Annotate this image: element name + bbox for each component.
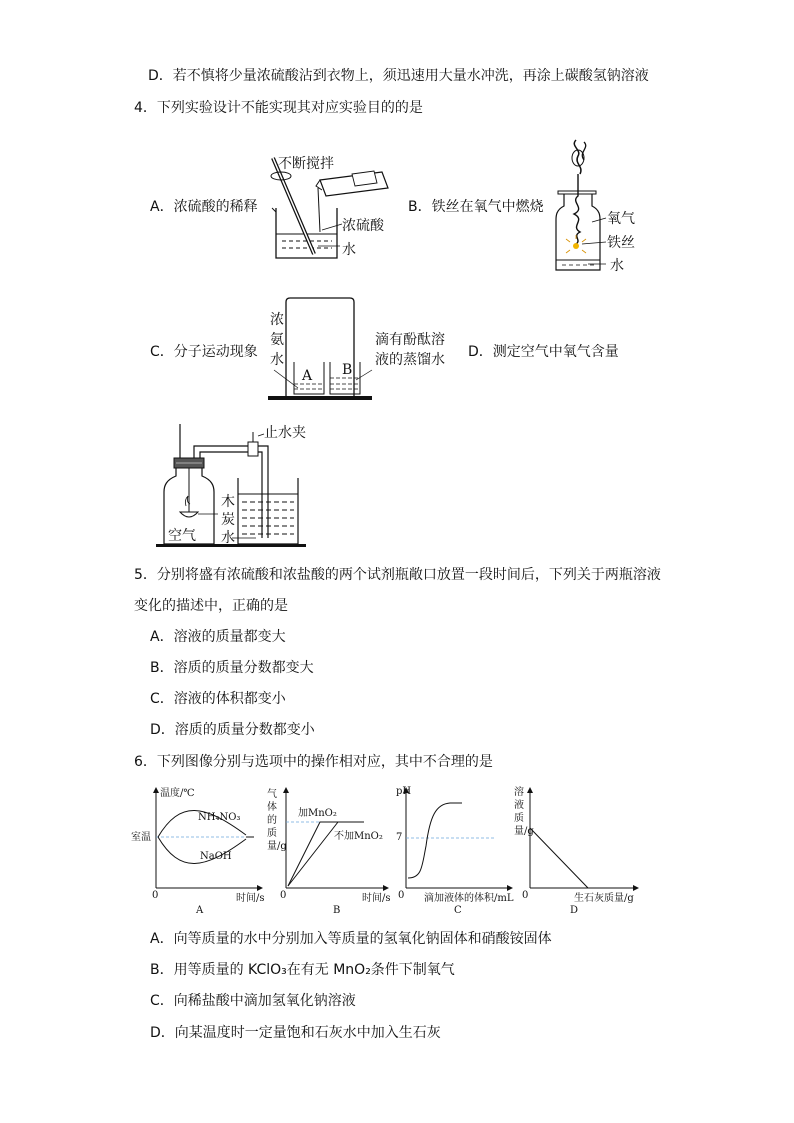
label-iron-wire: 铁丝 [607,235,635,251]
q6-option-d: D．向某温度时一定量饱和石灰水中加入生石灰 [150,1025,441,1041]
chart-b-ylabel: 气体的质量/g [267,789,287,852]
chart-a-series-nh4no3-label: NH₄NO₃ [198,812,241,823]
chart-d-caption: D [570,905,579,916]
q6-option-a: A．向等质量的水中分别加入等质量的氢氧化钠固体和硝酸铵固体 [150,931,552,947]
chart-c-origin: 0 [398,890,405,901]
chart-a-ylabel: 温度/℃ [160,788,195,799]
chart-b-caption: B [333,905,341,916]
chart-a-series-naoh-label: NaOH [200,851,232,862]
label-stir: 不断搅拌 [278,156,334,172]
chart-c-series [408,803,462,878]
label-charcoal-1: 木 [221,494,235,510]
q4-option-c: C．分子运动现象 [150,344,258,360]
q3-option-d: D．若不慎将少量浓硫酸沾到衣物上，须迅速用大量水冲洗，再涂上碳酸氢钠溶液 [148,68,649,84]
chart-b-series-without-mno2 [288,822,338,886]
q5-stem-line1: 5．分别将盛有浓硫酸和浓盐酸的两个试剂瓶敞口放置一段时间后，下列关于两瓶溶液 [134,567,661,583]
chart-c-caption: C [454,905,462,916]
label-air: 空气 [168,528,196,544]
chart-d-ylabel: 溶液质量/g [514,787,534,837]
q5-option-c: C．溶液的体积都变小 [150,691,286,707]
chart-b-origin: 0 [280,890,287,901]
q4-stem: 4．下列实验设计不能实现其对应实验目的的是 [134,100,423,116]
q4-option-d: D．测定空气中氧气含量 [468,344,619,360]
chart-b-series-with-mno2-label: 加MnO₂ [298,808,337,819]
chart-a-origin: 0 [152,890,159,901]
label-beaker-a: A [302,368,313,384]
label-phenol-1: 滴有酚酞溶 [375,332,445,348]
q5-option-d: D．溶质的质量分数都变小 [150,722,315,738]
label-charcoal-2: 炭 [221,512,235,528]
chart-c-ylabel: pH [396,786,412,797]
q5-option-a: A．溶液的质量都变大 [150,629,286,645]
chart-b-series-without-mno2-label: 不加MnO₂ [334,831,383,842]
chart-d-series [530,828,588,888]
q5-option-b: B．溶质的质量分数都变大 [150,660,314,676]
label-ammonia-1: 浓 [270,312,284,328]
q6-stem: 6．下列图像分别与选项中的操作相对应，其中不合理的是 [134,754,493,770]
label-water-a: 水 [342,242,356,258]
chart-d-solution-mass [524,786,642,898]
chart-c-xlabel: 滴加液体的体积/mL [424,893,514,904]
label-beaker-b: B [342,362,353,378]
label-water-b: 水 [610,258,624,274]
chart-a-ref-label: 室温 [131,832,151,843]
label-water-d: 水 [221,530,235,546]
label-ammonia-2: 氨 [270,332,284,348]
chart-d-xlabel: 生石灰质量/g [574,893,634,904]
chart-a-xlabel: 时间/s [236,893,265,904]
label-oxygen: 氧气 [607,211,635,227]
figure-iron-burning [548,136,608,276]
label-clamp: 止水夹 [264,425,306,441]
q4-option-a: A．浓硫酸的稀释 [150,199,258,215]
label-phenol-2: 液的蒸馏水 [375,352,445,368]
label-ammonia-3: 水 [270,352,284,368]
q6-option-b: B．用等质量的 KClO₃在有无 MnO₂条件下制氧气 [150,962,455,978]
label-conc-acid: 浓硫酸 [342,218,384,234]
chart-d-origin: 0 [522,890,529,901]
chart-a-caption: A [196,905,204,916]
chart-c-ph [400,786,516,898]
chart-c-ref-label: 7 [396,832,403,843]
q6-option-c: C．向稀盐酸中滴加氢氧化钠溶液 [150,993,356,1009]
chart-a-temperature [150,786,270,898]
chart-b-xlabel: 时间/s [362,893,391,904]
q4-option-b: B．铁丝在氧气中燃烧 [408,199,544,215]
q5-stem-line2: 变化的描述中，正确的是 [134,598,288,614]
